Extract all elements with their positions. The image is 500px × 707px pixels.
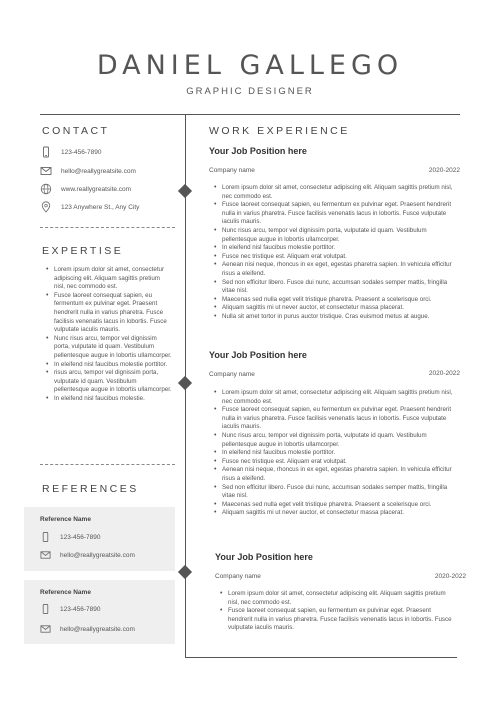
list-item: • Fusce nec tristique est. Aliquam erat volutpat. (213, 253, 458, 262)
reference-card (24, 507, 175, 571)
list-item: • Nunc risus arcu, tempor vel dignissim porta, vulputate id quam. Vestibulum pellentesque augue in lobortis ullamcorper. (45, 335, 172, 361)
mail-icon (40, 165, 52, 177)
reference-email[interactable] (40, 622, 135, 636)
list-item: • Fusce laoreet consequat sapien, eu fermentum ex pulvinar eget. Praesent hendrerit nulla in varius pharetra. Fusce facilisis venenatis lacus in lobortis. Fusce vulputate iaculis mauris. (213, 406, 458, 432)
list-item: • Fusce laoreet consequat sapien, eu fermentum ex pulvinar eget. Praesent hendrerit nulla in varius pharetra. Fusce facilisis venenatis lacus in lobortis. Fusce vulputate iaculis mauris. (213, 201, 458, 227)
list-item: • Aliquam sagittis mi ut never auctor, et consectetur massa placerat. (213, 509, 458, 518)
reference-phone[interactable] (40, 530, 100, 544)
job-title: Your Job Position here (209, 350, 307, 360)
resume-name: DANIEL GALLEGO (96, 50, 404, 81)
mail-icon (40, 549, 51, 561)
bottom-divider (185, 657, 457, 658)
job-bullets (219, 590, 456, 633)
contact-address (40, 200, 139, 214)
list-item: • Lorem ipsum dolor sit amet, consectetur adipiscing elit. Aliquam sagittis pretium nisl, nec commodo est. (213, 389, 458, 406)
reference-email-text: hello@reallygreatsite.com (60, 551, 135, 559)
expertise-list (45, 266, 172, 404)
reference-name: Reference Name (40, 516, 91, 523)
references-heading: REFERENCES (42, 483, 139, 495)
list-item: • Fusce nec tristique est. Aliquam erat volutpat. (213, 458, 458, 467)
list-item: • Maecenas sed nulla eget velit tristique pharetra. Praesent a scelerisque orci. (213, 501, 458, 510)
reference-email-text: hello@reallygreatsite.com (60, 625, 135, 633)
timeline-marker (178, 565, 192, 579)
job-bullets (213, 184, 458, 322)
contact-phone-text: 123-456-7890 (61, 148, 102, 156)
list-item: • Nunc risus arcu, tempor vel dignissim porta, vulputate id quam. Vestibulum pellentesque augue in lobortis ullamcorper. (213, 432, 458, 449)
timeline-marker (178, 376, 192, 390)
reference-phone-text: 123-456-7890 (60, 533, 101, 541)
list-item: • Lorem ipsum dolor sit amet, consectetur adipiscing elit. Aliquam sagittis pretium nisl, nec commodo est. (219, 590, 456, 607)
phone-icon (40, 531, 51, 543)
contact-website[interactable] (40, 182, 131, 196)
work-heading: WORK EXPERIENCE (209, 125, 350, 137)
list-item: • In eleifend nisl faucibus molestie porttitor. (45, 361, 172, 370)
company-name: Company name (209, 167, 255, 174)
contact-email-text: hello@reallygreatsite.com (61, 167, 136, 175)
reference-email[interactable] (40, 548, 135, 562)
globe-icon (40, 183, 52, 195)
list-item: • Aenean nisi neque, rhoncus in ex eget, egestas pharetra sapien. In vehicula efficitur risus a eleifend. (213, 466, 458, 483)
list-item: • Lorem ipsum dolor sit amet, consectetur adipiscing elit. Aliquam sagittis pretium nisl, nec commodo est. (213, 184, 458, 201)
mail-icon (40, 623, 51, 635)
job-title: Your Job Position here (209, 146, 307, 156)
company-name: Company name (209, 371, 255, 378)
contact-address-text: 123 Anywhere St., Any City (61, 203, 140, 211)
list-item: • Maecenas sed nulla eget velit tristique pharetra. Praesent a scelerisque orci. (213, 296, 458, 305)
company-name: Company name (215, 573, 261, 580)
list-item: • Nunc risus arcu, tempor vel dignissim porta, vulputate id quam. Vestibulum pellentesque augue in lobortis ullamcorper. (213, 227, 458, 244)
timeline-marker (178, 184, 192, 198)
contact-separator (40, 227, 175, 228)
list-item: • Sed non efficitur libero. Fusce dui nunc, accumsan sodales semper mattis, fringilla vitae nisl. (213, 484, 458, 501)
phone-icon (40, 146, 52, 158)
list-item: • Aenean nisi neque, rhoncus in ex eget, egestas pharetra sapien. In vehicula efficitur risus a eleifend. (213, 261, 458, 278)
list-item: • In eleifend nisl faucibus molestie. (45, 395, 172, 404)
reference-card (24, 580, 175, 644)
job-title: Your Job Position here (215, 552, 313, 562)
list-item: • In eleifend nisl faucibus molestie porttitor. (213, 449, 458, 458)
list-item: • Fusce laoreet consequat sapien, eu fermentum ex pulvinar eget. Praesent hendrerit nulla in varius pharetra. Fusce facilisis venenatis lacus in lobortis. Fusce vulputate iaculis mauris. (219, 607, 456, 633)
list-item: • Nulla sit amet tortor in purus auctor tristique. Cras euismod metus at augue. (213, 313, 458, 322)
list-item: • In eleifend nisl faucibus molestie porttitor. (213, 244, 458, 253)
contact-heading: CONTACT (42, 125, 110, 137)
expertise-heading: EXPERTISE (42, 245, 124, 257)
job-dates: 2020-2022 (428, 167, 460, 174)
job-dates: 2020-2022 (428, 370, 460, 377)
top-divider (40, 114, 460, 115)
job-dates: 2020-2022 (434, 573, 466, 580)
list-item: • risus arcu, tempor vel dignissim porta, vulputate id quam. Vestibulum pellentesque augue in lobortis ullamcorper. (45, 369, 172, 395)
list-item: • Lorem ipsum dolor sit amet, consectetur adipiscing elit. Aliquam sagittis pretium nisl, nec commodo est. (45, 266, 172, 292)
list-item: • Fusce laoreet consequat sapien, eu fermentum ex pulvinar eget. Praesent hendrerit nulla in varius pharetra. Fusce facilisis venenatis lacus in lobortis. Fusce vulputate iaculis mauris. (45, 292, 172, 335)
phone-icon (40, 603, 51, 615)
expertise-separator (40, 464, 175, 465)
location-icon (40, 201, 52, 213)
contact-website-text: www.reallygreatsite.com (61, 185, 132, 193)
reference-name: Reference Name (40, 589, 91, 596)
reference-phone[interactable] (40, 602, 100, 616)
reference-phone-text: 123-456-7890 (60, 605, 101, 613)
contact-email[interactable] (40, 164, 136, 178)
contact-phone[interactable] (40, 145, 101, 159)
list-item: • Aliquam sagittis mi ut never auctor, et consectetur massa placerat. (213, 304, 458, 313)
job-bullets (213, 389, 458, 518)
list-item: • Sed non efficitur libero. Fusce dui nunc, accumsan sodales semper mattis, fringilla vitae nisl. (213, 279, 458, 296)
resume-role: GRAPHIC DESIGNER (186, 86, 314, 97)
